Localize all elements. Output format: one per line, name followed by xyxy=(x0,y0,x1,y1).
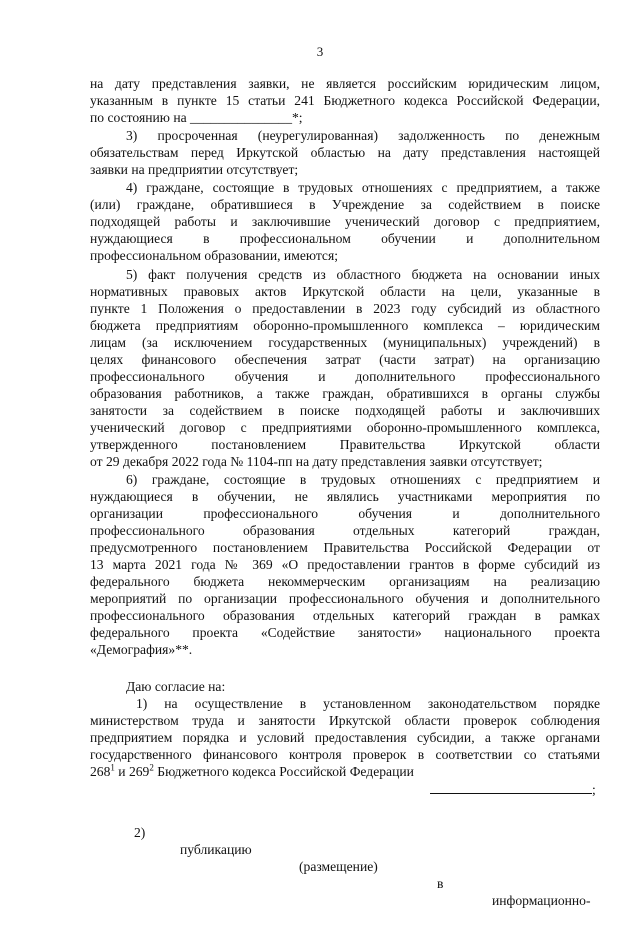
body-text-line: мероприятий по организации профессионального обучения и дополнительного xyxy=(90,591,600,606)
body-text-line: нормативных правовых актов Иркутской области на цели, указанные в xyxy=(90,284,600,299)
signature-blank-line xyxy=(430,781,600,798)
body-text-line: занятости за содействием в поиске подходящей работы и заключивших xyxy=(90,403,600,418)
consent-item-2 xyxy=(90,807,600,908)
item-2-word-placement: (размещение) xyxy=(299,859,378,874)
body-text-line: 6) граждане, состоящие в трудовых отношениях с предприятием и xyxy=(126,472,600,487)
consent-text-line: 1) на осуществление в установленном законодательством порядке xyxy=(136,696,600,711)
body-text-line: заявки на предприятии отсутствует; xyxy=(90,162,299,177)
body-text-line: нуждающиеся в обучении, не являлись участниками мероприятия по xyxy=(90,489,600,504)
body-text-line: профессионального образования отдельных категорий граждан, xyxy=(90,523,600,538)
body-text-line: 13 марта 2021 года № 369 «О предоставлении грантов в форме субсидий из xyxy=(90,557,600,572)
body-text-line: по состоянию на _______________*; xyxy=(90,110,303,125)
body-text-line: предусмотренного постановлением Правительства Российской Федерации от xyxy=(90,540,600,555)
body-text-line: бюджета предприятиям оборонно-промышленного комплекса – юридическим xyxy=(90,318,600,333)
body-text-line: подходящей работы и заключившие ученический договор с предприятием, xyxy=(90,214,600,229)
body-text-line: профессиональном образовании, имеются; xyxy=(90,248,338,263)
budget-code-text: Бюджетного кодекса Российской Федерации xyxy=(153,764,414,779)
body-text-line: 4) граждане, состоящие в трудовых отношениях с предприятием, а также xyxy=(126,180,600,195)
article-268: 268 xyxy=(90,764,111,779)
body-text-line: указанным в пункте 15 статьи 241 Бюджетного кодекса Российской Федерации, xyxy=(90,93,600,108)
item-2-number: 2) xyxy=(134,825,146,840)
page-number: 3 xyxy=(316,44,324,59)
body-text-line: федерального проекта «Содействие занятости» национального проекта xyxy=(90,625,600,640)
body-text-line: утвержденного постановлением Правительства Иркутской области xyxy=(90,437,600,452)
body-text-line: «Демография»**. xyxy=(90,642,193,657)
consent-heading: Даю согласие на: xyxy=(126,679,226,694)
body-text-line: обязательствам перед Иркутской областью на дату представления настоящей xyxy=(90,145,600,160)
body-text-line: на дату представления заявки, не является российским юридическим лицом, xyxy=(90,76,600,91)
body-text-line: от 29 декабря 2022 года № 1104-пп на дату представления заявки отсутствует; xyxy=(90,454,543,469)
body-text-line: 3) просроченная (неурегулированная) задолженность по денежным xyxy=(126,128,600,143)
body-text-line: (или) граждане, обратившиеся в Учреждение за содействием в поиске xyxy=(90,197,600,212)
consent-line-budget-code xyxy=(90,763,600,780)
body-text-line: образования работников, а также граждан, обратившихся в органы службы xyxy=(90,386,600,401)
body-text-line: нуждающиеся в профессиональном обучении и дополнительном xyxy=(90,231,600,246)
body-text-line: ученический договор с предприятиями оборонно-промышленного комплекса, xyxy=(90,420,600,435)
body-text-line: профессионального обучения и дополнительного профессионального xyxy=(90,369,600,384)
consent-text-line: предприятием порядка и условий предоставления субсидии, а также органами xyxy=(90,730,600,745)
body-text-line: федерального бюджета некоммерческим организациям на реализацию xyxy=(90,574,600,589)
body-text-line: целях финансового обеспечения затрат (части затрат) на организацию xyxy=(90,352,600,367)
article-269: и 269 xyxy=(114,764,150,779)
body-text-line: профессионального образования отдельных категорий граждан в рамках xyxy=(90,608,600,623)
article-268-superscript: 1 xyxy=(110,762,115,773)
body-text-line: 5) факт получения средств из областного бюджета на основании иных xyxy=(126,267,600,282)
blank-underline xyxy=(430,781,592,794)
consent-text-line: министерством труда и занятости Иркутской области проверок соблюдения xyxy=(90,713,600,728)
item-2-word-publication: публикацию xyxy=(180,842,252,857)
item-2-word-information: информационно- xyxy=(492,893,591,908)
item-2-word-in: в xyxy=(437,876,444,891)
blank-semicolon: ; xyxy=(592,782,596,797)
body-text-line: лицам (за исключением государственных (муниципальных) учреждений) в xyxy=(90,335,600,350)
body-text-line: организации профессионального обучения и дополнительного xyxy=(90,506,600,521)
consent-text-line: государственного финансового контроля проверок в соответствии со статьями xyxy=(90,747,600,762)
article-269-superscript: 2 xyxy=(149,762,154,773)
body-text-line: пункте 1 Положения о предоставлении в 2023 году субсидий из областного xyxy=(90,301,600,316)
